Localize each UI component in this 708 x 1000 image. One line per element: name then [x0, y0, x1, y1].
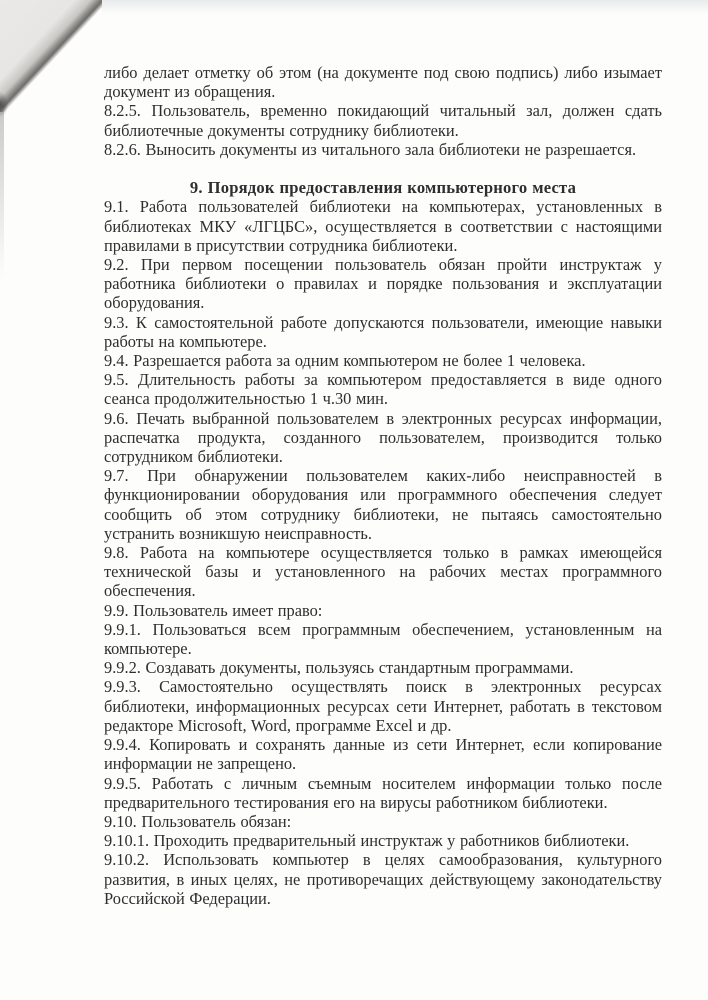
document-paragraph: 9.1. Работа пользователей библиотеки на компьютерах, установленных в библиотеках МКУ «ЛГЦБС», осуществляется в соответствии с настоящими правилами в присутствии сотрудника библиотеки.: [104, 197, 662, 255]
document-paragraph: 9.10.1. Проходить предварительный инструктаж у работников библиотеки.: [104, 831, 630, 851]
document-paragraph: 9.9. Пользователь имеет право:: [104, 600, 323, 620]
document-paragraph: 8.2.5. Пользователь, временно покидающий читальный зал, должен сдать библиотечные документы сотруднику библиотеки.: [104, 101, 662, 140]
document-paragraph: 9.10. Пользователь обязан:: [104, 811, 292, 831]
document-text-block: [104, 63, 662, 908]
document-paragraph: 9.5. Длительность работы за компьютером предоставляется в виде одного сеанса продолжительностью 1 ч.30 мин.: [104, 370, 662, 409]
folded-corner: [0, 0, 102, 112]
section-heading: 9. Порядок предоставления компьютерного места: [189, 178, 577, 198]
document-paragraph: 9.3. К самостоятельной работе допускаются пользователи, имеющие навыки работы на компьютере.: [104, 312, 662, 351]
document-paragraph: 9.2. При первом посещении пользователь обязан пройти инструктаж у работника библиотеки о правилах и порядке пользования и эксплуатации оборудования.: [104, 255, 662, 313]
document-paragraph: 9.9.2. Создавать документы, пользуясь стандартным программами.: [104, 658, 574, 678]
document-paragraph: 9.6. Печать выбранной пользователем в электронных ресурсах информации, распечатка продукта, созданного пользователем, производится только сотрудником библиотеки.: [104, 408, 662, 467]
document-paragraph: 9.9.5. Работать с личным съемным носителем информации только после предварительного тестирования его на вирусы работником библиотеки.: [104, 773, 662, 812]
document-paragraph: 9.9.4. Копировать и сохранять данные из сети Интернет, если копирование информации не запрещено.: [104, 735, 662, 774]
document-paragraph: 9.9.3. Самостоятельно осуществлять поиск в электронных ресурсах библиотеки, информационных ресурсах сети Интернет, работать в текстовом редакторе Microsoft, Word, программе Excel и др.: [104, 677, 662, 735]
scan-top-edge-shadow: [0, 0, 708, 16]
left-edge-shadow: [0, 108, 4, 278]
document-paragraph: 8.2.6. Выносить документы из читального зала библиотеки не разрешается.: [104, 139, 637, 159]
document-paragraph: либо делает отметку об этом (на документе под свою подпись) либо изымает документ из обращения.: [104, 63, 662, 102]
document-paragraph: 9.10.2. Использовать компьютер в целях самообразования, культурного развития, в иных целях, не противоречащих действующему законодательству Российской Федерации.: [104, 850, 662, 908]
document-paragraph: 9.8. Работа на компьютере осуществляется только в рамках имеющейся технической базы и установленного на рабочих местах программного обеспечения.: [104, 543, 662, 601]
document-paragraph: 9.4. Разрешается работа за одним компьютером не более 1 человека.: [104, 351, 586, 371]
document-paragraph: 9.7. При обнаружении пользователем каких-либо неисправностей в функционировании оборудования или программного обеспечения следует сообщить об этом сотруднику библиотеки, не пытаясь самостоятельно устранить возникшую неисправность.: [104, 466, 662, 543]
document-paragraph: 9.9.1. Пользоваться всем программным обеспечением, установленным на компьютере.: [104, 619, 662, 659]
